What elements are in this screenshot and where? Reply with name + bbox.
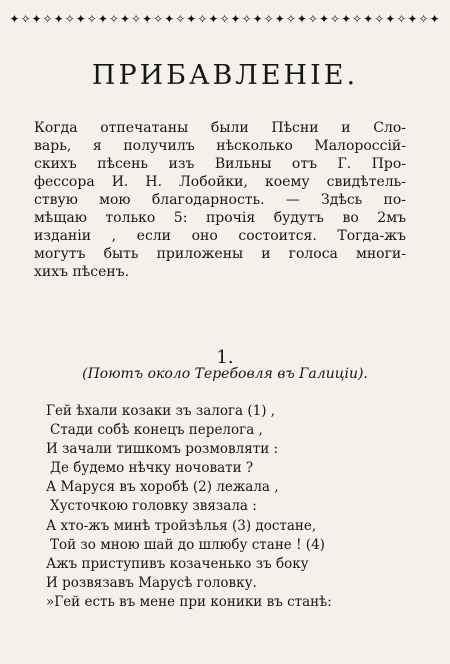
verse-line: Гей ѣхали козаки зъ залога (1) ,	[46, 403, 276, 419]
paragraph-line: скихъ пѣсень изъ Вильны отъ Г. Про-	[34, 156, 406, 172]
paragraph-line: варь, я получилъ нѣсколько Малороссій-	[34, 138, 406, 154]
verse-line: Де будемо нѣчку ночовати ?	[50, 460, 254, 477]
song-subtitle: (Поютъ около Теребовля въ Галиціи).	[82, 366, 368, 382]
paragraph-line: ствую мою благодарность. — Здѣсь по-	[34, 192, 406, 208]
header-ornament: ✦✧✦✧✦✧✦✧✦✧✦✧✦✧✦✧✦✧✦✧✦✧✦✧✦✧✦✧✦✧✦✧✦✧✦✧✦✧✦	[9, 12, 441, 26]
verse-line: Ажъ приступивъ козаченько зъ боку	[46, 555, 309, 572]
paragraph-line: могутъ быть приложены и голоса многи-	[34, 246, 406, 262]
verse-line: А Маруся въ хоробѣ (2) лежала ,	[46, 479, 279, 496]
verse-line: И зачали тишкомъ розмовляти :	[46, 441, 279, 458]
verse-line: »Гей есть въ мене при коники въ станѣ:	[46, 593, 332, 610]
intro-paragraph	[34, 119, 406, 281]
paragraph-line: изданіи , если оно состоится. Тогда-жъ	[34, 228, 406, 244]
verse-line: Хусточкою головку звязала :	[50, 498, 257, 515]
verse-line: И розвязавъ Марусѣ головку.	[46, 574, 257, 591]
paragraph-line: хихъ пѣсенъ.	[34, 264, 130, 280]
song-number: 1.	[216, 347, 234, 368]
verse-line: Стади собѣ конецъ перелога ,	[50, 422, 263, 439]
verse-line: А хто-жъ минѣ тройзѣлья (3) достане,	[46, 517, 317, 534]
paragraph-line: мѣщаю только 5: прочія будутъ во 2мъ	[34, 210, 406, 226]
verse-line: Той зо мною шай до шлюбу стане ! (4)	[50, 536, 325, 553]
paragraph-line: Когда отпечатаны были Пѣсни и Сло-	[34, 120, 406, 136]
paragraph-line: фессора И. Н. Лобойки, коему свидѣтель-	[34, 174, 406, 190]
song-verse	[46, 402, 444, 612]
page-title: ПРИБАВЛЕНІЕ.	[91, 60, 359, 91]
